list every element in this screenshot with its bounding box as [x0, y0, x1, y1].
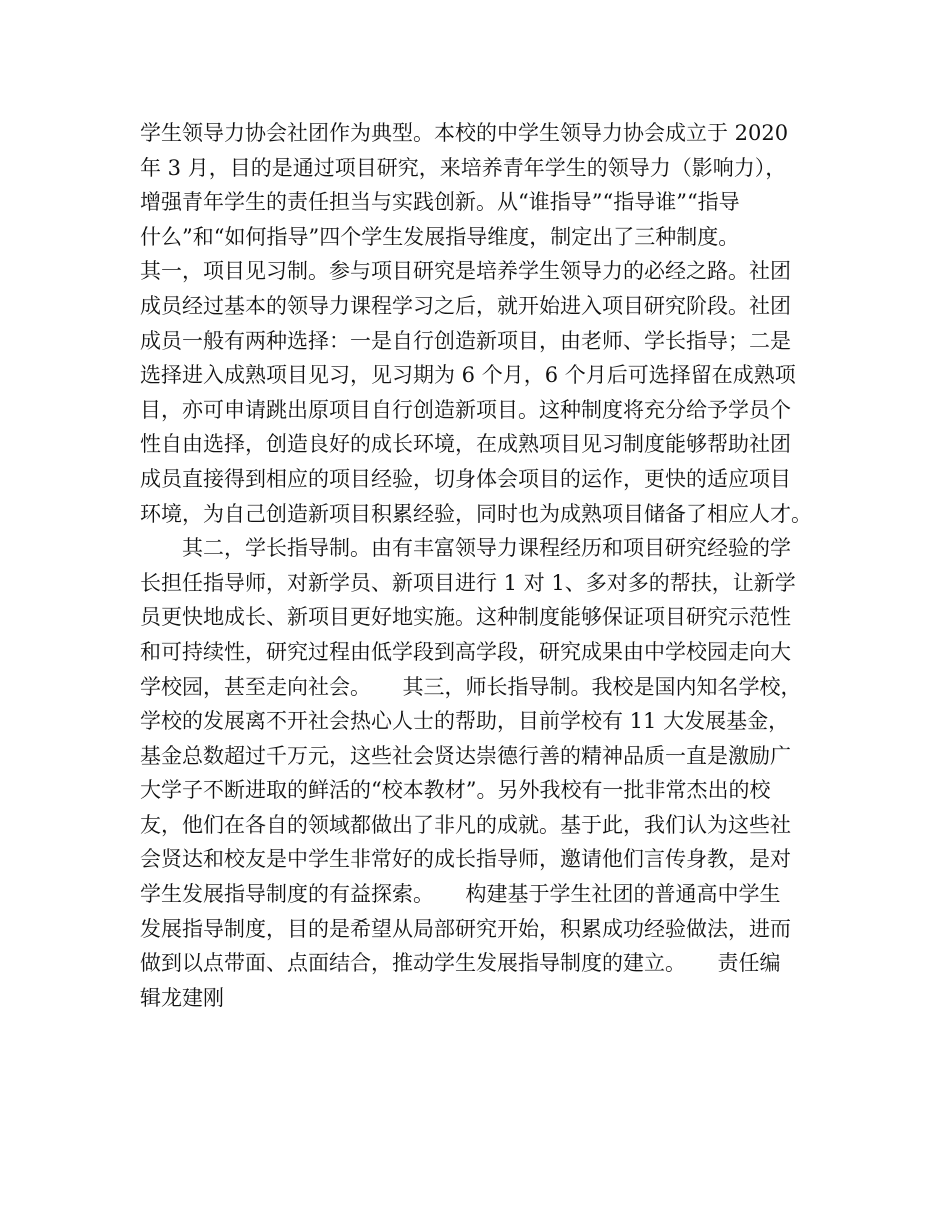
text-line: 学生领导力协会社团作为典型。本校的中学生领导力协会成立于 2020: [140, 121, 789, 145]
text-line: 什么”和“如何指导”四个学生发展指导维度，制定出了三种制度。: [140, 224, 740, 249]
text-line: 性自由选择，创造良好的成长环境，在成熟项目见习制度能够帮助社团: [140, 432, 791, 457]
text-line: 目，亦可申请跳出原项目自行创造新项目。这种制度将充分给予学员个: [140, 397, 791, 422]
text-line: 和可持续性，研究过程由低学段到高学段，研究成果由中学校园走向大: [140, 639, 791, 664]
body-text: [140, 116, 830, 1015]
text-line: 基金总数超过千万元，这些社会贤达崇德行善的精神品质一直是激励广: [140, 743, 791, 768]
text-line: 成员直接得到相应的项目经验，切身体会项目的运作，更快的适应项目: [140, 466, 791, 491]
text-line: 成员经过基本的领导力课程学习之后，就开始进入项目研究阶段。社团: [140, 293, 791, 318]
text-line: 学校园，甚至走向社会。 其三，师长指导制。我校是国内知名学校，: [140, 674, 802, 699]
text-line: 员更快地成长、新项目更好地实施。这种制度能够保证项目研究示范性: [140, 605, 791, 630]
text-line: 辑龙建刚: [140, 985, 224, 1010]
text-line: 成员一般有两种选择：一是自行创造新项目，由老师、学长指导；二是: [140, 328, 791, 353]
text-line: 环境，为自己创造新项目积累经验，同时也为成熟项目储备了相应人才。: [140, 501, 812, 526]
text-line: 学校的发展离不开社会热心人士的帮助，目前学校有 11 大发展基金，: [140, 709, 790, 734]
text-line: 友，他们在各自的领域都做出了非凡的成就。基于此，我们认为这些社: [140, 812, 791, 837]
text-line: 年 3 月，目的是通过项目研究，来培养青年学生的领导力（影响力），: [140, 155, 787, 180]
text-line: 长担任指导师，对新学员、新项目进行 1 对 1、多对多的帮扶，让新学: [140, 570, 796, 595]
text-line: 其一，项目见习制。参与项目研究是培养学生领导力的必经之路。社团: [140, 259, 791, 284]
text-line: 学生发展指导制度的有益探索。 构建基于学生社团的普通高中学生: [140, 882, 781, 907]
text-line: 大学子不断进取的鲜活的“校本教材”。另外我校有一批非常杰出的校: [140, 778, 771, 803]
text-line: 会贤达和校友是中学生非常好的成长指导师，邀请他们言传身教，是对: [140, 847, 791, 872]
text-line: 发展指导制度，目的是希望从局部研究开始，积累成功经验做法，进而: [140, 916, 791, 941]
text-line: 做到以点带面、点面结合，推动学生发展指导制度的建立。 责任编: [140, 951, 781, 976]
text-line: 增强青年学生的责任担当与实践创新。从“谁指导”“指导谁”“指导: [140, 190, 740, 215]
text-line: 其二，学长指导制。由有丰富领导力课程经历和项目研究经验的学: [140, 536, 791, 561]
text-line: 选择进入成熟项目见习，见习期为 6 个月，6 个月后可选择留在成熟项: [140, 363, 796, 388]
